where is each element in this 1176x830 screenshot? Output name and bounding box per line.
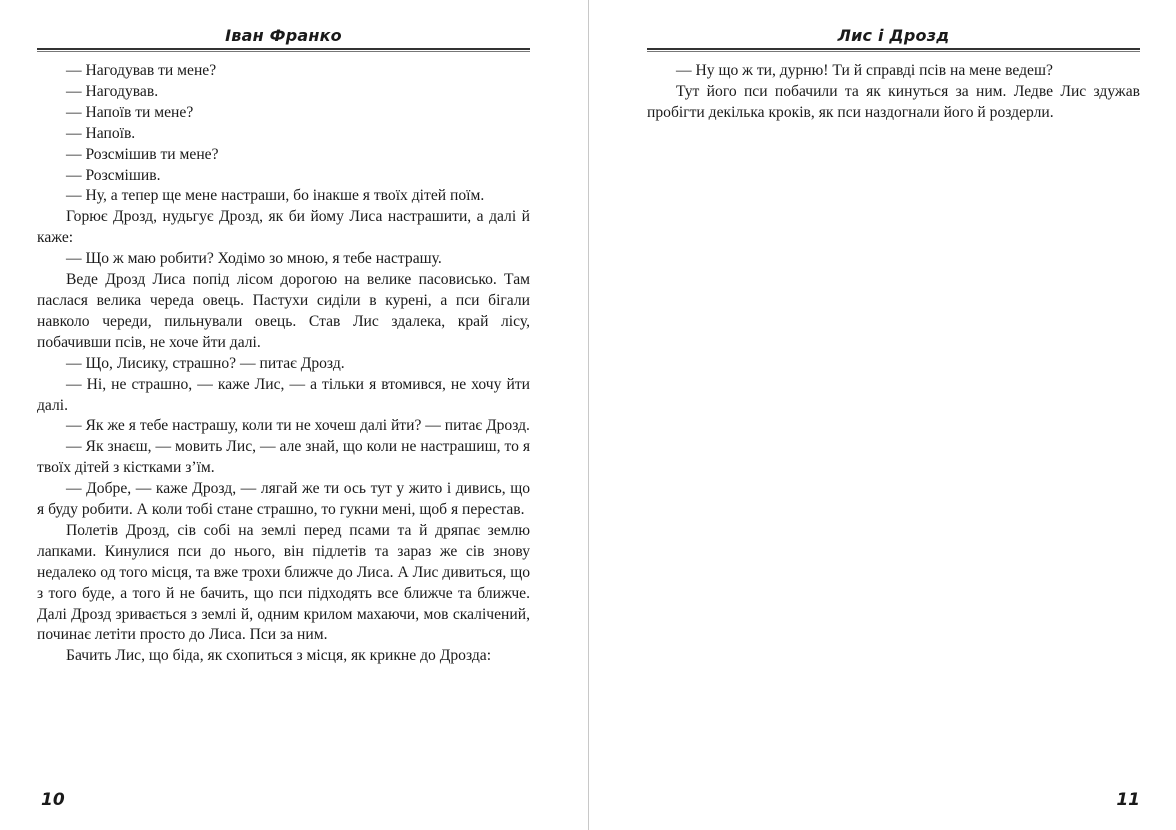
left-page-text xyxy=(37,61,530,667)
right-page xyxy=(647,0,1140,830)
paragraph: — Добре, — каже Дрозд, — лягай же ти ось тут у жито і дивись, що я буду робити. А коли тобі стане страшно, то гукни мені, щоб я перестав. xyxy=(37,480,530,519)
paragraph: — Розсмішив ти мене? xyxy=(66,145,219,163)
paragraph: — Ну що ж ти, дурню! Ти й справді псів на мене ведеш? xyxy=(676,62,1053,79)
running-head-title: Лис і Дрозд xyxy=(837,26,950,45)
paragraph: Горює Дрозд, нудьгує Дрозд, як би йому Лиса настрашити, а далі й каже: xyxy=(37,208,530,247)
left-page xyxy=(37,0,530,830)
paragraph: — Що, Лисику, страшно? — питає Дрозд. xyxy=(66,354,345,372)
paragraph: Полетів Дрозд, сів собі на землі перед псами та й дряпає землю лапками. Кинулися пси до нього, він підлетів та зараз же сів знову недалеко од того місця, та вже трохи ближче до Лиса. А Лис дивиться, що з того буде, а того й не бачить, що пси підходять все ближче та ближче. Далі Дрозд зривається з землі й, одним крилом махаючи, мов скалічений, починає летіти просто до Лиса. Пси за ним. xyxy=(37,521,530,644)
running-head-author: Іван Франко xyxy=(225,26,342,45)
paragraph: Тут його пси побачили та як кинуться за ним. Ледве Лис здужав пробігти декілька кроків, як пси наздогнали його й роздерли. xyxy=(647,82,1140,121)
paragraph: — Нагодував. xyxy=(66,82,159,100)
header-rule xyxy=(647,48,1140,50)
header-rule xyxy=(37,48,530,50)
paragraph: — Що ж маю робити? Ходімо зо мною, я тебе настрашу. xyxy=(66,250,442,268)
paragraph: — Напоїв ти мене? xyxy=(66,103,194,121)
right-page-text xyxy=(647,61,1140,124)
paragraph: — Розсмішив. xyxy=(66,166,161,184)
paragraph: — Ні, не страшно, — каже Лис, — а тільки я втомився, не хочу йти далі. xyxy=(37,375,530,414)
page-gutter xyxy=(588,0,589,830)
paragraph: Веде Дрозд Лиса попід лісом дорогою на велике пасовисько. Там паслася велика череда овець. Пастухи сиділи в курені, а пси бігали навколо череди, пильнували овець. Став Лис здалека, край лісу, побачивши псів, не хоче йти далі. xyxy=(37,271,530,351)
paragraph: — Як же я тебе настрашу, коли ти не хочеш далі йти? — питає Дрозд. xyxy=(66,417,530,435)
paragraph: Бачить Лис, що біда, як схопиться з місця, як крикне до Дрозда: xyxy=(66,647,492,665)
paragraph: — Нагодував ти мене? xyxy=(66,62,217,79)
page-number: 11 xyxy=(1116,790,1140,810)
page-number: 10 xyxy=(41,790,65,810)
paragraph: — Ну, а тепер ще мене настраши, бо інакше я твоїх дітей поїм. xyxy=(66,187,485,205)
paragraph: — Як знаєш, — мовить Лис, — але знай, що коли не настрашиш, то я твоїх дітей з кістками з’їм. xyxy=(37,438,530,477)
paragraph: — Напоїв. xyxy=(66,124,136,142)
